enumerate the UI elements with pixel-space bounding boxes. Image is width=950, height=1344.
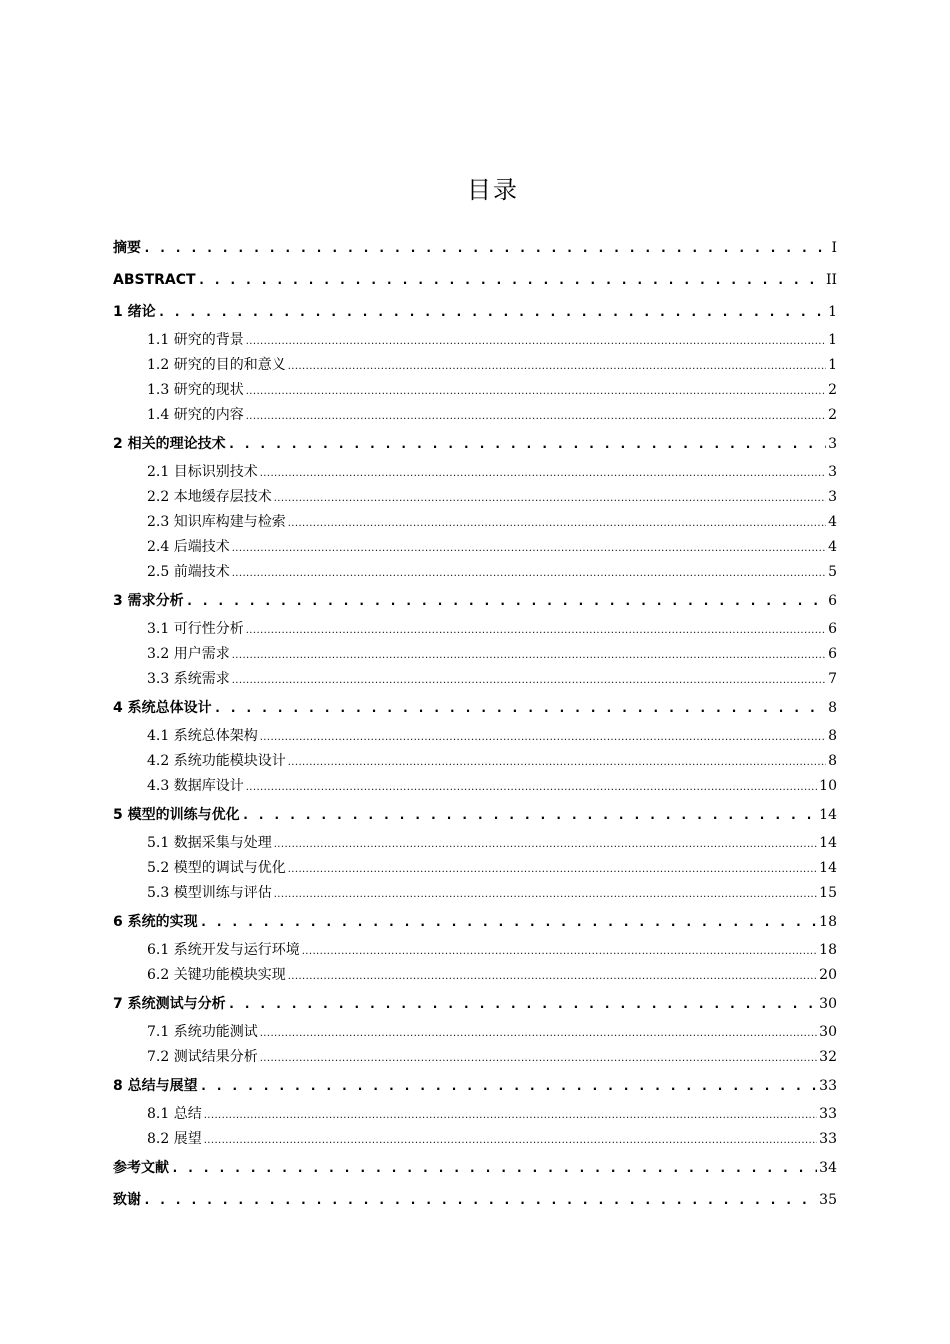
toc-section-entry[interactable] <box>113 535 837 560</box>
toc-page-number: 14 <box>819 835 837 851</box>
toc-leader-dots <box>246 403 826 428</box>
toc-entry-title: 5.2 模型的调试与优化 <box>147 860 286 876</box>
toc-page-number: 4 <box>828 514 837 530</box>
toc-section-entry[interactable] <box>113 1127 837 1152</box>
toc-entry-title: 4.3 数据库设计 <box>147 778 244 794</box>
toc-entry-title: 8.2 展望 <box>147 1131 202 1147</box>
toc-page-number: 1 <box>828 357 837 373</box>
toc-leader-dots <box>288 353 826 378</box>
toc-page-number: 8 <box>828 753 837 769</box>
toc-section-entry[interactable] <box>113 1102 837 1127</box>
toc-entry-title: 4 系统总体设计 <box>113 700 212 716</box>
toc-leader-dots <box>200 906 818 938</box>
toc-section-entry[interactable] <box>113 1020 837 1045</box>
toc-leader-dots <box>288 963 817 988</box>
toc-chapter-entry[interactable] <box>113 692 837 724</box>
toc-entry-title: 摘要 <box>113 240 141 256</box>
toc-page-number: 33 <box>819 1106 837 1122</box>
toc-leader-dots <box>260 460 826 485</box>
table-of-contents <box>113 232 837 1216</box>
toc-page-number: 3 <box>828 489 837 505</box>
toc-leader-dots <box>204 1102 817 1127</box>
toc-page-number: 33 <box>819 1078 837 1094</box>
toc-leader-dots <box>260 1020 817 1045</box>
toc-chapter-entry[interactable] <box>113 585 837 617</box>
toc-page-number: 18 <box>819 942 837 958</box>
toc-section-entry[interactable] <box>113 938 837 963</box>
toc-page-number: 18 <box>819 914 837 930</box>
toc-leader-dots <box>204 1127 817 1152</box>
toc-leader-dots <box>246 378 826 403</box>
toc-chapter-entry[interactable] <box>113 1184 837 1216</box>
toc-leader-dots <box>274 831 817 856</box>
toc-page-number: 5 <box>828 564 837 580</box>
toc-section-entry[interactable] <box>113 749 837 774</box>
toc-page-number: 32 <box>819 1049 837 1065</box>
toc-leader-dots <box>143 1184 817 1216</box>
toc-leader-dots <box>302 938 817 963</box>
toc-leader-dots <box>232 667 826 692</box>
toc-entry-title: 2.5 前端技术 <box>147 564 230 580</box>
toc-entry-title: 5.1 数据采集与处理 <box>147 835 272 851</box>
toc-chapter-entry[interactable] <box>113 988 837 1020</box>
toc-page-number: 6 <box>828 593 837 609</box>
toc-leader-dots <box>200 1070 818 1102</box>
toc-page-number: 1 <box>828 332 837 348</box>
toc-leader-dots <box>171 1152 817 1184</box>
toc-entry-title: 4.2 系统功能模块设计 <box>147 753 286 769</box>
toc-section-entry[interactable] <box>113 1045 837 1070</box>
toc-entry-title: 2 相关的理论技术 <box>113 436 226 452</box>
toc-chapter-entry[interactable] <box>113 1070 837 1102</box>
toc-page-number: 6 <box>828 621 837 637</box>
toc-page-number: 33 <box>819 1131 837 1147</box>
toc-page-number: 3 <box>828 436 837 452</box>
toc-leader-dots <box>260 724 826 749</box>
toc-section-entry[interactable] <box>113 667 837 692</box>
toc-entry-title: 3 需求分析 <box>113 593 184 609</box>
toc-entry-title: 1.4 研究的内容 <box>147 407 244 423</box>
toc-entry-title: 5 模型的训练与优化 <box>113 807 240 823</box>
toc-section-entry[interactable] <box>113 378 837 403</box>
toc-entry-title: 3.1 可行性分析 <box>147 621 244 637</box>
toc-entry-title: 2.1 目标识别技术 <box>147 464 258 480</box>
toc-entry-title: ABSTRACT <box>113 272 196 288</box>
toc-section-entry[interactable] <box>113 881 837 906</box>
toc-section-entry[interactable] <box>113 856 837 881</box>
toc-page-number: 7 <box>828 671 837 687</box>
toc-entry-title: 8.1 总结 <box>147 1106 202 1122</box>
toc-leader-dots <box>198 264 824 296</box>
toc-leader-dots <box>242 799 818 831</box>
toc-chapter-entry[interactable] <box>113 906 837 938</box>
toc-section-entry[interactable] <box>113 403 837 428</box>
toc-page-number: 2 <box>828 382 837 398</box>
toc-entry-title: 1.1 研究的背景 <box>147 332 244 348</box>
toc-entry-title: 参考文献 <box>113 1160 169 1176</box>
toc-page-number: 4 <box>828 539 837 555</box>
toc-section-entry[interactable] <box>113 642 837 667</box>
toc-page-number: 6 <box>828 646 837 662</box>
toc-section-entry[interactable] <box>113 353 837 378</box>
toc-chapter-entry[interactable] <box>113 264 837 296</box>
toc-leader-dots <box>260 1045 817 1070</box>
toc-page-number: 3 <box>828 464 837 480</box>
toc-section-entry[interactable] <box>113 724 837 749</box>
toc-entry-title: 6.2 关键功能模块实现 <box>147 967 286 983</box>
page-title: 目录 <box>467 176 519 204</box>
toc-entry-title: 7 系统测试与分析 <box>113 996 226 1012</box>
toc-leader-dots <box>143 232 829 264</box>
toc-entry-title: 4.1 系统总体架构 <box>147 728 258 744</box>
toc-leader-dots <box>246 617 826 642</box>
toc-entry-title: 6.1 系统开发与运行环境 <box>147 942 300 958</box>
toc-section-entry[interactable] <box>113 774 837 799</box>
toc-leader-dots <box>158 296 826 328</box>
toc-page-number: 1 <box>828 304 837 320</box>
toc-leader-dots <box>274 485 826 510</box>
toc-chapter-entry[interactable] <box>113 799 837 831</box>
toc-entry-title: 1.2 研究的目的和意义 <box>147 357 286 373</box>
toc-leader-dots <box>232 535 826 560</box>
toc-leader-dots <box>246 774 817 799</box>
toc-page-number: 8 <box>828 700 837 716</box>
toc-page-number: 15 <box>819 885 837 901</box>
toc-page-number: II <box>825 272 837 288</box>
toc-page-number: 2 <box>828 407 837 423</box>
toc-leader-dots <box>288 856 817 881</box>
toc-chapter-entry[interactable] <box>113 232 837 264</box>
toc-page-number: 8 <box>828 728 837 744</box>
toc-page-number: 14 <box>819 807 837 823</box>
toc-section-entry[interactable] <box>113 510 837 535</box>
toc-entry-title: 3.2 用户需求 <box>147 646 230 662</box>
toc-section-entry[interactable] <box>113 460 837 485</box>
toc-entry-title: 3.3 系统需求 <box>147 671 230 687</box>
toc-page-number: 34 <box>819 1160 837 1176</box>
toc-section-entry[interactable] <box>113 617 837 642</box>
toc-page-number: 30 <box>819 1024 837 1040</box>
toc-page-number: 14 <box>819 860 837 876</box>
toc-chapter-entry[interactable] <box>113 428 837 460</box>
toc-page-number: 10 <box>819 778 837 794</box>
toc-entry-title: 6 系统的实现 <box>113 914 198 930</box>
toc-section-entry[interactable] <box>113 560 837 585</box>
toc-page-number: 35 <box>819 1192 837 1208</box>
toc-chapter-entry[interactable] <box>113 1152 837 1184</box>
toc-section-entry[interactable] <box>113 963 837 988</box>
toc-section-entry[interactable] <box>113 328 837 353</box>
toc-entry-title: 2.4 后端技术 <box>147 539 230 555</box>
toc-entry-title: 2.3 知识库构建与检索 <box>147 514 286 530</box>
toc-page-number: 20 <box>819 967 837 983</box>
toc-page-number: 30 <box>819 996 837 1012</box>
toc-section-entry[interactable] <box>113 485 837 510</box>
toc-leader-dots <box>228 988 818 1020</box>
toc-entry-title: 致谢 <box>113 1192 141 1208</box>
toc-leader-dots <box>186 585 826 617</box>
toc-entry-title: 2.2 本地缓存层技术 <box>147 489 272 505</box>
toc-entry-title: 8 总结与展望 <box>113 1078 198 1094</box>
toc-entry-title: 1.3 研究的现状 <box>147 382 244 398</box>
toc-leader-dots <box>288 749 826 774</box>
toc-leader-dots <box>232 642 826 667</box>
toc-leader-dots <box>274 881 817 906</box>
toc-entry-title: 7.2 测试结果分析 <box>147 1049 258 1065</box>
toc-leader-dots <box>246 328 826 353</box>
toc-page-number: I <box>831 240 837 256</box>
toc-chapter-entry[interactable] <box>113 296 837 328</box>
toc-entry-title: 5.3 模型训练与评估 <box>147 885 272 901</box>
toc-leader-dots <box>288 510 826 535</box>
toc-section-entry[interactable] <box>113 831 837 856</box>
toc-entry-title: 1 绪论 <box>113 304 156 320</box>
toc-entry-title: 7.1 系统功能测试 <box>147 1024 258 1040</box>
toc-leader-dots <box>232 560 826 585</box>
toc-leader-dots <box>214 692 826 724</box>
toc-leader-dots <box>228 428 826 460</box>
